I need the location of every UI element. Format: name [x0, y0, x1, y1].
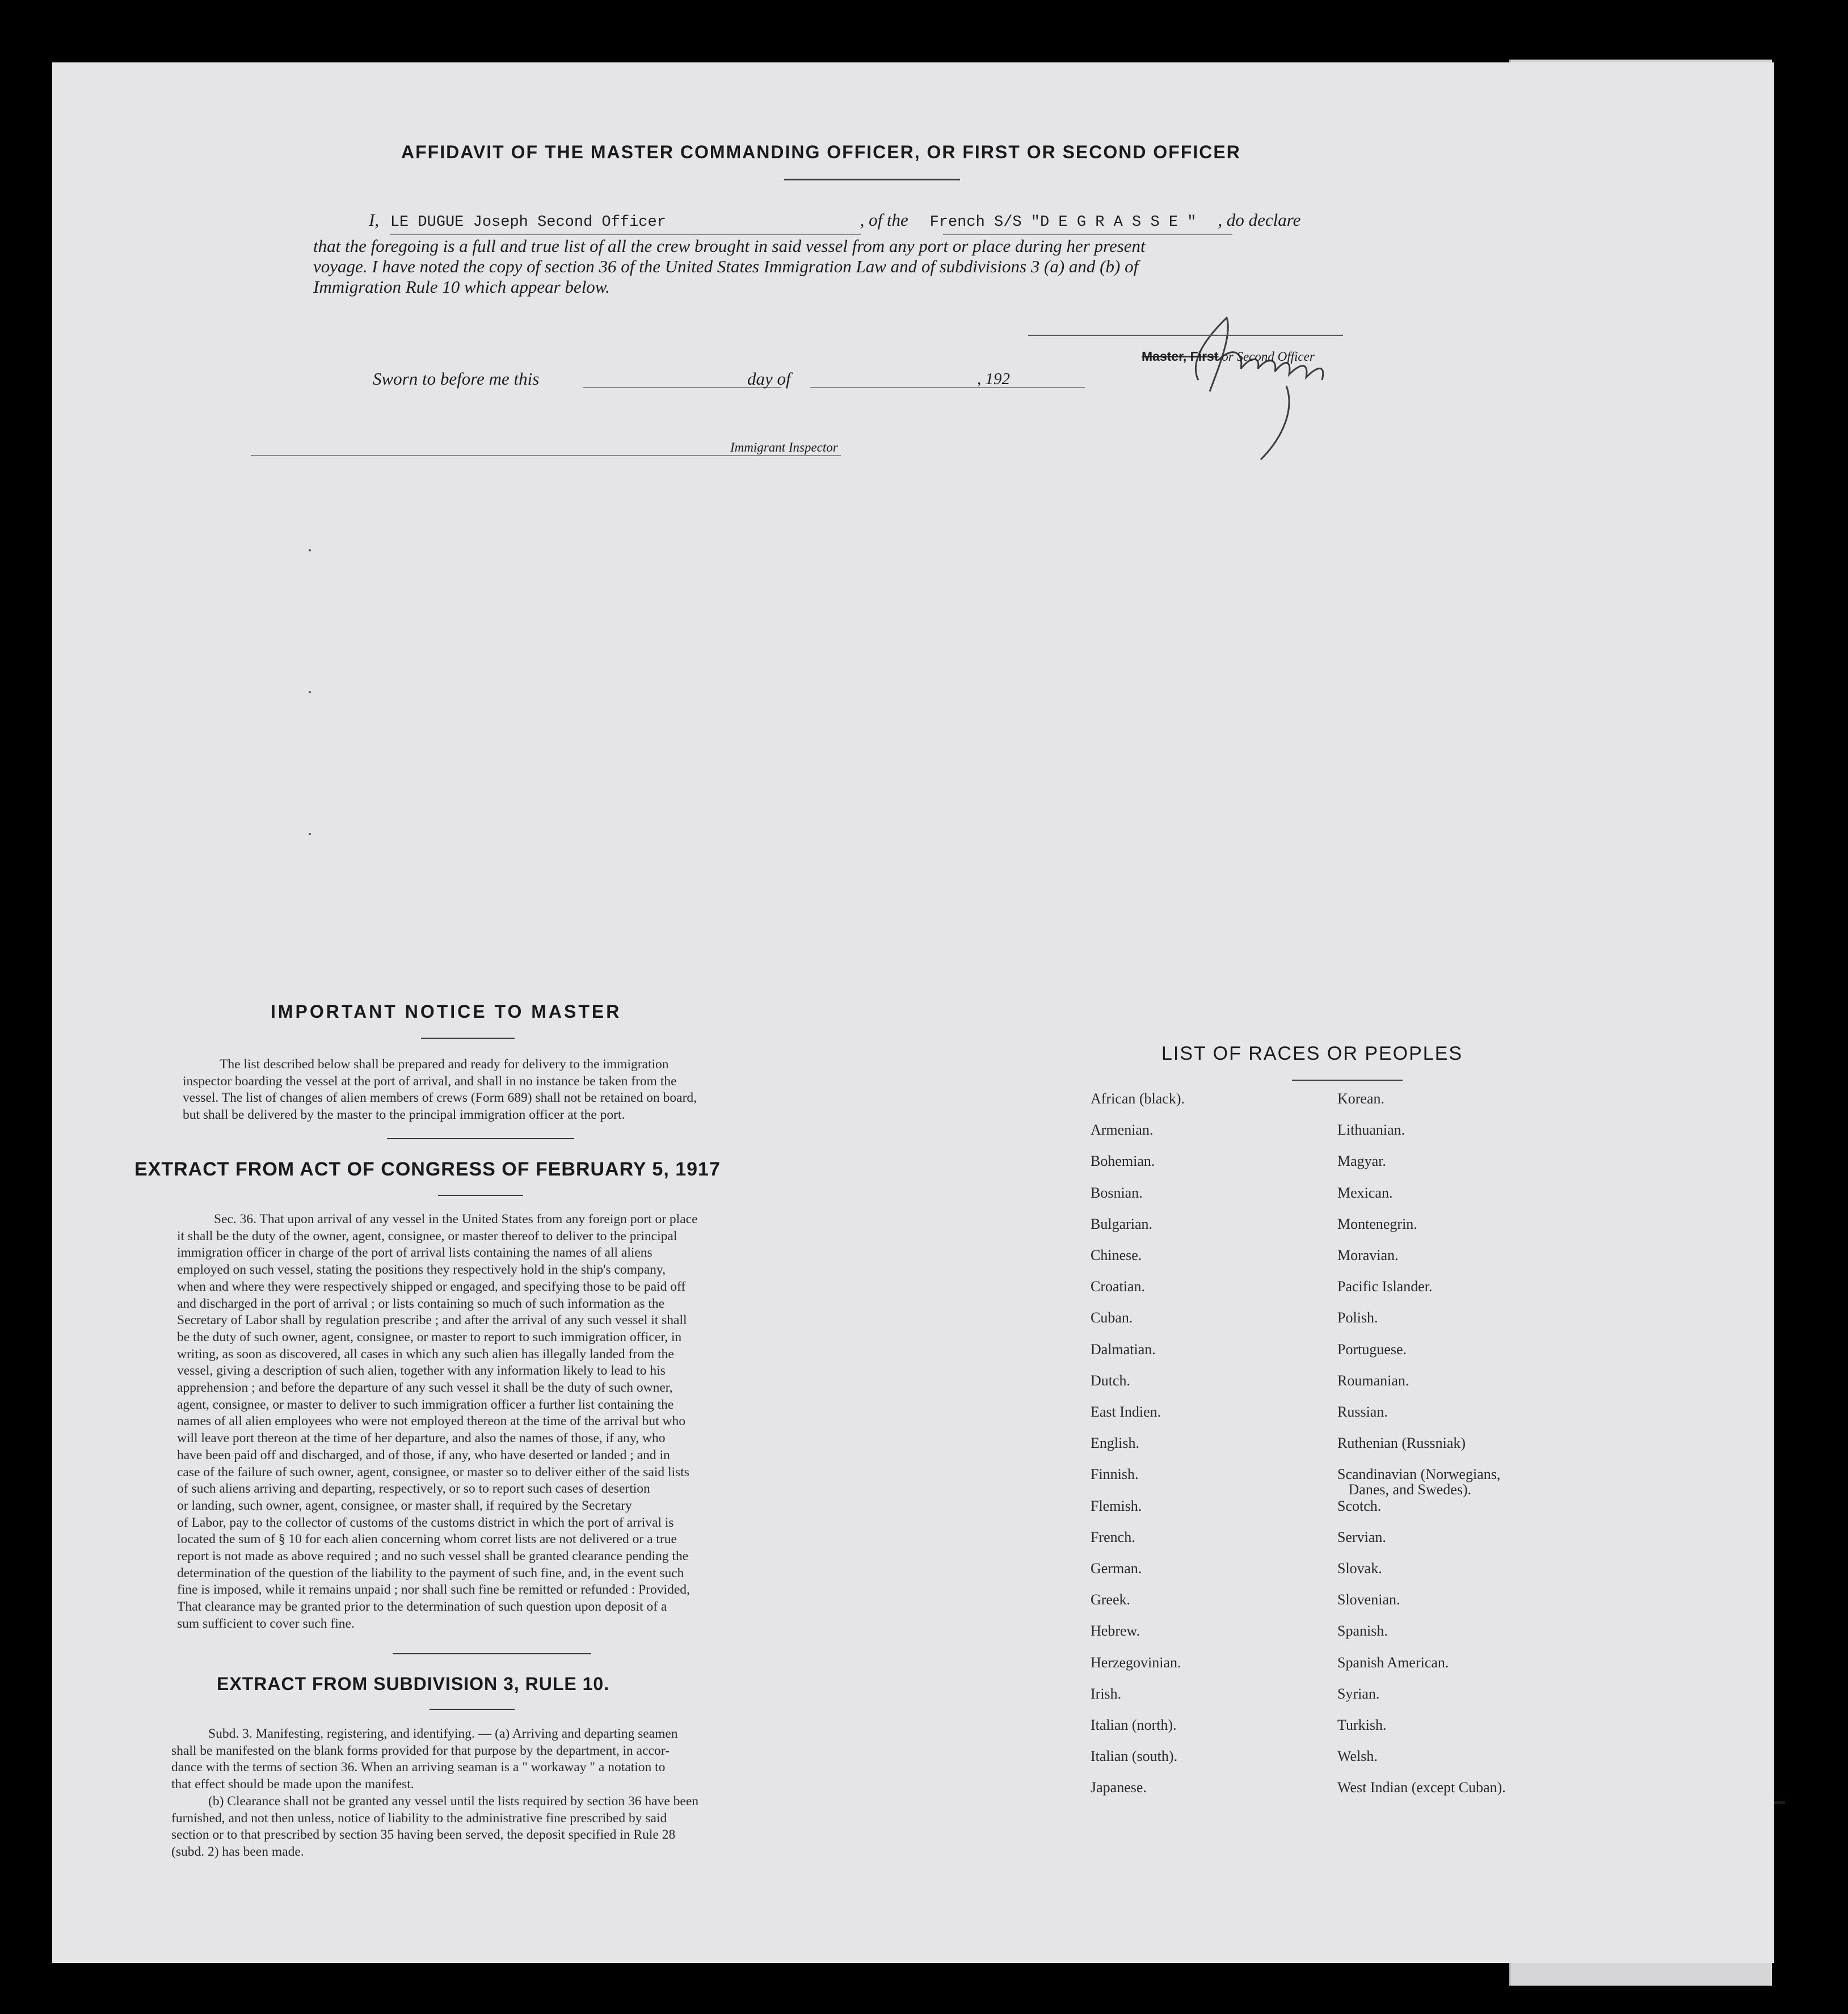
rule-extract-body: [171, 1726, 847, 1861]
race-entry: Pacific Islander.: [1337, 1278, 1433, 1295]
act-line: That clearance may be granted prior to the determination of such question upon deposit of a: [177, 1599, 667, 1615]
act-separator: [393, 1653, 591, 1654]
notice-separator: [387, 1138, 574, 1139]
officer-signature: [1164, 295, 1403, 465]
name-fill-line: [390, 234, 861, 235]
act-line: report is not made as above required ; and no such vessel shall be granted clearance pending the: [177, 1549, 689, 1564]
paper-speck: [309, 691, 311, 693]
act-line: fine is imposed, while it remains unpaid ; nor shall such fine be remitted or refunded : Provided,: [177, 1582, 690, 1598]
race-entry: Roumanian.: [1337, 1372, 1409, 1389]
affidavit-line-3: voyage. I have noted the copy of section 36 of the United States Immigration Law and of subdivisions 3 (a) and (b) of: [313, 256, 1139, 276]
race-entry: Dalmatian.: [1091, 1341, 1156, 1358]
affidavit-line-4: Immigration Rule 10 which appear below.: [313, 277, 610, 297]
race-entry: German.: [1091, 1560, 1142, 1577]
rule-line: section or to that prescribed by section 35 having been served, the deposit specified in Rule 28: [171, 1827, 676, 1843]
race-entry: Cuban.: [1091, 1309, 1133, 1326]
act-line: it shall be the duty of the owner, agent, consignee, or master thereof to deliver to the principal: [177, 1228, 677, 1244]
signer-title: [1142, 349, 1315, 364]
affidavit-do-declare: , do declare: [1218, 210, 1301, 230]
act-line: case of the failure of such owner, agent, consignee, or master so to deliver either of the said lists: [177, 1464, 689, 1480]
race-entry: Welsh.: [1337, 1748, 1378, 1764]
race-entry: Korean.: [1337, 1090, 1385, 1107]
act-line: Secretary of Labor shall by regulation prescribe ; and after the arrival of any such vessel it shall: [177, 1313, 687, 1328]
act-line: when and where they were respectively shipped or engaged, and specifying those to be paid off: [177, 1279, 686, 1294]
rule-extract-title: EXTRACT FROM SUBDIVISION 3, RULE 10.: [217, 1674, 610, 1694]
act-title-rule: [438, 1195, 523, 1196]
vessel-fill-line: [943, 234, 1232, 235]
race-entry: Hebrew.: [1091, 1623, 1140, 1639]
race-entry: East Indien.: [1091, 1404, 1161, 1420]
race-entry: West Indian (except Cuban).: [1337, 1779, 1506, 1796]
notice-title: IMPORTANT NOTICE TO MASTER: [271, 1001, 622, 1022]
race-entry: African (black).: [1091, 1090, 1185, 1107]
race-entry: Dutch.: [1091, 1372, 1131, 1389]
signer-struck-out: Master, First: [1142, 349, 1219, 364]
notice-body: [183, 1056, 852, 1124]
sworn-label: Sworn to before me this: [373, 369, 540, 389]
day-of-label: day of: [747, 369, 791, 389]
race-entry: Russian.: [1337, 1404, 1388, 1420]
act-line: have been paid off and discharged, and of those, if any, who have deserted or landed ; and in: [177, 1447, 670, 1463]
act-line: writing, as soon as discovered, all cases in which any such alien has illegally landed from the: [177, 1346, 674, 1362]
inspector-label: Immigrant Inspector: [730, 440, 838, 454]
rule-line: Subd. 3. Manifesting, registering, and identifying. — (a) Arriving and departing seamen: [208, 1726, 678, 1741]
act-line: immigration officer in charge of the port of arrival lists containing the names of all aliens: [177, 1245, 653, 1261]
race-entry: Magyar.: [1337, 1153, 1386, 1169]
race-entry: Croatian.: [1091, 1278, 1146, 1295]
signature-line: [1028, 335, 1343, 336]
affidavit-line-1: [369, 210, 1300, 231]
race-entry: Portuguese.: [1337, 1341, 1407, 1358]
sworn-month-line: [810, 387, 1048, 388]
race-entry: Finnish.: [1091, 1466, 1139, 1482]
act-line: be the duty of such owner, agent, consignee, or master to report to such immigration officer, in: [177, 1329, 682, 1345]
race-entry: Bulgarian.: [1091, 1216, 1153, 1232]
affidavit-officer-name: LE DUGUE Joseph Second Officer: [390, 214, 666, 231]
notice-line: The list described below shall be prepared and ready for delivery to the immigration: [220, 1057, 669, 1072]
race-entry: Spanish American.: [1337, 1654, 1449, 1671]
notice-line: vessel. The list of changes of alien members of crews (Form 689) shall not be retained on board,: [183, 1090, 697, 1106]
paper-speck: [309, 549, 311, 551]
rule-line: (b) Clearance shall not be granted any vessel until the lists required by section 36 have been: [208, 1793, 699, 1809]
act-line: sum sufficient to cover such fine.: [177, 1616, 355, 1631]
race-entry: Irish.: [1091, 1686, 1122, 1702]
rule-line: furnished, and not then unless, notice of liability to the administrative fine prescribed by said: [171, 1810, 667, 1826]
notice-line: but shall be delivered by the master to the principal immigration officer at the port.: [183, 1107, 625, 1123]
act-line: apprehension ; and before the departure of any such vessel it shall be the duty of such owner,: [177, 1380, 673, 1396]
race-entry: Italian (north).: [1091, 1717, 1177, 1733]
rule-line: (subd. 2) has been made.: [171, 1844, 304, 1859]
race-entry: Flemish.: [1091, 1498, 1142, 1514]
race-entry: Mexican.: [1337, 1185, 1393, 1201]
act-line: employed on such vessel, stating the positions they respectively hold in the ship's company,: [177, 1262, 666, 1278]
rule-line: shall be manifested on the blank forms provided for that purpose by the department, in accor-: [171, 1743, 670, 1758]
inspector-line: [251, 455, 841, 456]
race-entry: Syrian.: [1337, 1686, 1380, 1702]
act-line: vessel, giving a description of such alien, together with any information likely to lead to his: [177, 1363, 666, 1379]
race-entry: Polish.: [1337, 1309, 1378, 1326]
signer-remaining: or Second Officer: [1218, 349, 1315, 364]
race-entry: Bohemian.: [1091, 1153, 1155, 1169]
act-line: determination of the question of the liability to the payment of such fine, and, in the event such: [177, 1565, 684, 1581]
races-title: LIST OF RACES OR PEOPLES: [1161, 1043, 1463, 1064]
race-entry: Bosnian.: [1091, 1185, 1143, 1201]
notice-line: inspector boarding the vessel at the port of arrival, and shall in no instance be taken from the: [183, 1073, 677, 1089]
race-entry: Armenian.: [1091, 1122, 1154, 1138]
race-entry: English.: [1091, 1435, 1139, 1451]
notice-title-rule: [421, 1038, 515, 1039]
race-entry: French.: [1091, 1529, 1135, 1545]
affidavit-title-rule: [784, 179, 960, 180]
act-line: or landing, such owner, agent, consignee, or master shall, if required by the Secretary: [177, 1498, 632, 1513]
paper-speck: [309, 833, 311, 835]
race-entry: Spanish.: [1337, 1623, 1388, 1639]
affidavit-i-label: I,: [369, 210, 380, 230]
races-title-rule: [1292, 1080, 1403, 1081]
act-extract-body: [177, 1211, 847, 1633]
year-line: [1017, 387, 1085, 388]
race-entry: Montenegrin.: [1337, 1216, 1417, 1232]
act-line: names of all alien employees who were not employed thereon at the time of the arrival but who: [177, 1414, 685, 1429]
act-line: and discharged in the port of arrival ; or lists containing so much of such information as the: [177, 1296, 665, 1311]
race-entry: Ruthenian (Russniak): [1337, 1435, 1466, 1451]
race-entry: Chinese.: [1091, 1247, 1142, 1263]
race-entry: Scandinavian (Norwegians, Danes, and Swedes).: [1337, 1466, 1501, 1498]
rule-title-rule: [430, 1709, 515, 1710]
act-line: of such aliens arriving and departing, respectively, or so to report such cases of desertion: [177, 1481, 650, 1497]
race-entry: Italian (south).: [1091, 1748, 1178, 1764]
race-entry: Japanese.: [1091, 1779, 1147, 1796]
document-page: [52, 62, 1774, 1963]
race-entry: Servian.: [1337, 1529, 1386, 1545]
act-line: will leave port thereon at the time of her departure, and also the names of those, if any, who: [177, 1431, 666, 1446]
affidavit-title: AFFIDAVIT OF THE MASTER COMMANDING OFFICER, OR FIRST OR SECOND OFFICER: [401, 142, 1241, 162]
rule-line: dance with the terms of section 36. When an arriving seaman is a " workaway " a notation to: [171, 1760, 666, 1775]
act-line: of Labor, pay to the collector of customs of the customs district in which the port of arrival is: [177, 1515, 674, 1530]
race-entry: Moravian.: [1337, 1247, 1399, 1263]
race-entry: Greek.: [1091, 1591, 1131, 1608]
race-entry: Scotch.: [1337, 1498, 1382, 1514]
act-line: Sec. 36. That upon arrival of any vessel in the United States from any foreign port or place: [214, 1212, 698, 1227]
act-extract-title: EXTRACT FROM ACT OF CONGRESS OF FEBRUARY 5, 1917: [134, 1158, 721, 1180]
affidavit-of-the: , of the: [860, 210, 908, 230]
race-entry: Lithuanian.: [1337, 1122, 1405, 1138]
act-line: located the sum of § 10 for each alien concerning whom corret lists are not delivered or a true: [177, 1532, 677, 1547]
affidavit-line-2: that the foregoing is a full and true list of all the crew brought in said vessel from any port or place during her present: [313, 236, 1146, 256]
rule-line: that effect should be made upon the manifest.: [171, 1777, 414, 1792]
year-label: , 192: [977, 370, 1010, 388]
race-entry: Slovak.: [1337, 1560, 1382, 1577]
race-entry: Herzegovinian.: [1091, 1654, 1181, 1671]
race-entry: Turkish.: [1337, 1717, 1387, 1733]
act-line: agent, consignee, or master to deliver to such immigration officer a further list containing the: [177, 1397, 674, 1412]
race-entry: Slovenian.: [1337, 1591, 1400, 1608]
affidavit-vessel-name: French S/S "D E G R A S S E ": [929, 214, 1197, 231]
